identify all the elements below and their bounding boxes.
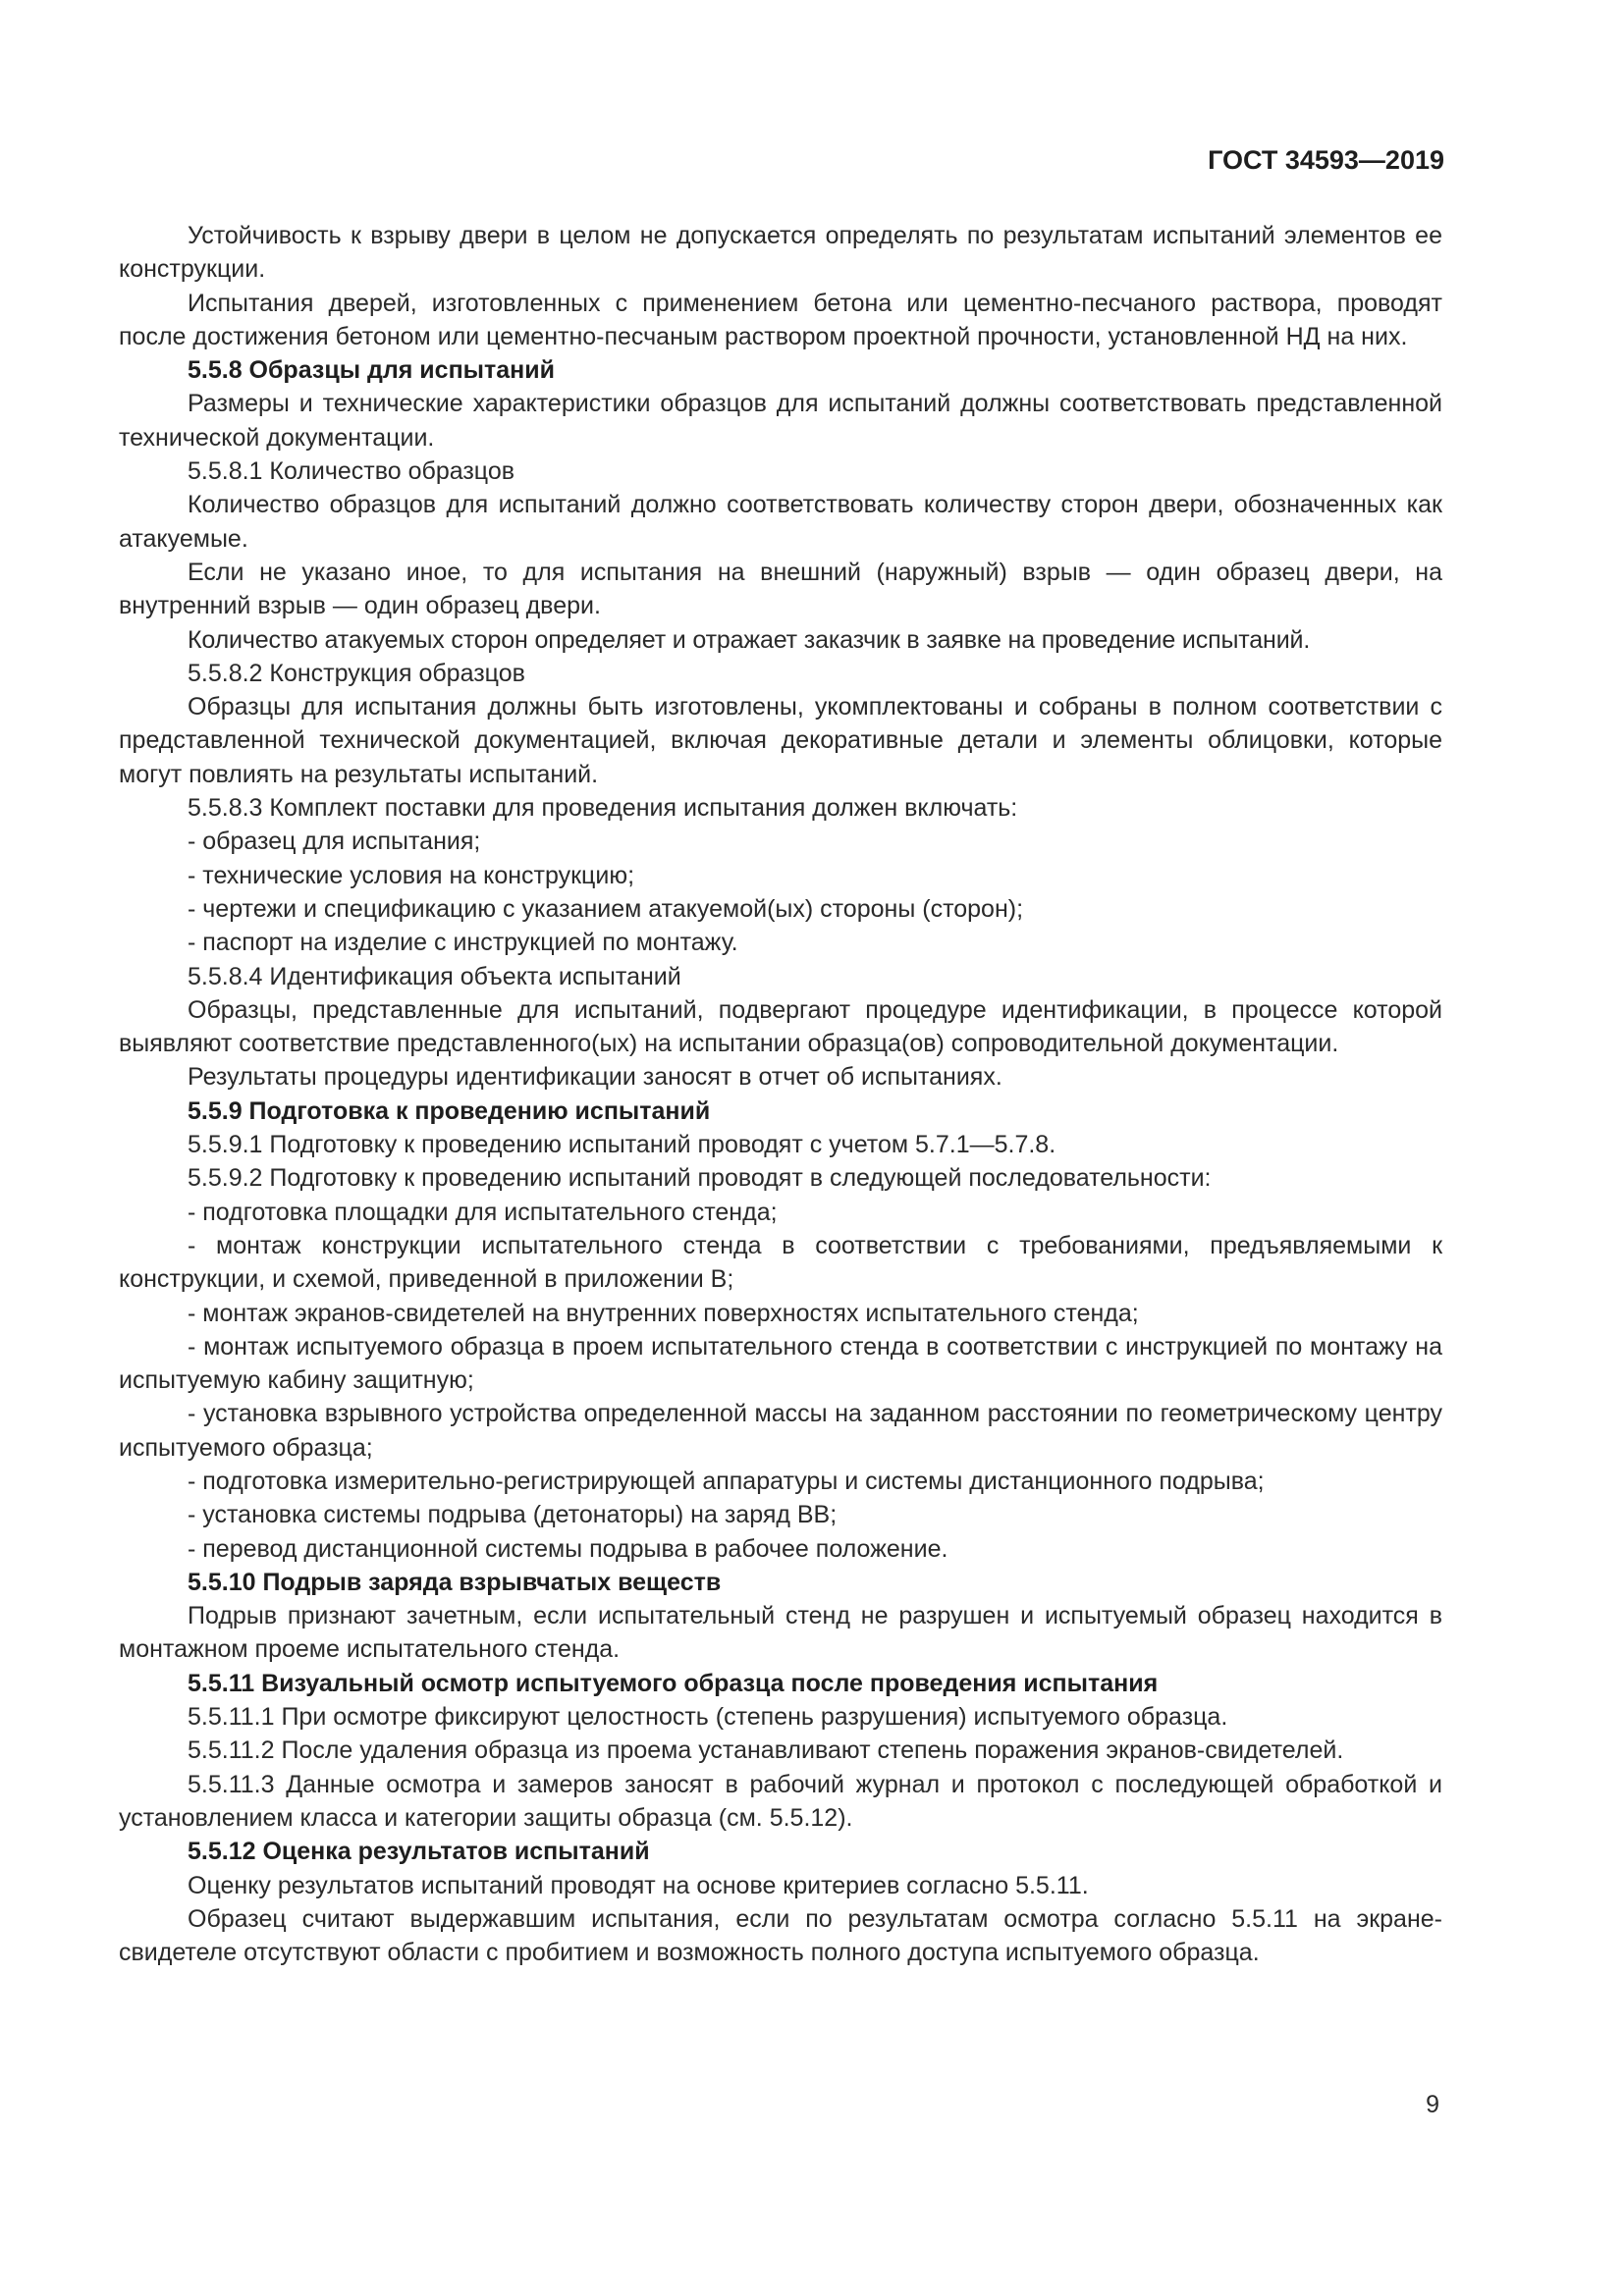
paragraph: 5.5.11.1 При осмотре фиксируют целостность (степень разрушения) испытуемого образца. bbox=[188, 1703, 1228, 1732]
paragraph: Если не указано иное, то для испытания на внешний (наружный) взрыв — один образец двери, на внутренний взрыв — один образец двери. bbox=[119, 558, 1442, 620]
paragraph: Образцы для испытания должны быть изготовлены, укомплектованы и собраны в полном соответствии с представленной технической документацией, включая декоративные детали и элементы облицовки, которые могут повлиять на результаты испытаний. bbox=[119, 693, 1442, 788]
list-item: - паспорт на изделие с инструкцией по монтажу. bbox=[188, 929, 738, 957]
paragraph: 5.5.8.3 Комплект поставки для проведения испытания должен включать: bbox=[188, 794, 1018, 823]
subsection-heading: 5.5.8.1 Количество образцов bbox=[188, 457, 515, 486]
list-item: - монтаж испытуемого образца в проем испытательного стенда в соответствии с инструкцией по монтажу на испытуемую кабину защитную; bbox=[119, 1332, 1442, 1395]
paragraph: Результаты процедуры идентификации заносят в отчет об испытаниях. bbox=[188, 1063, 1002, 1092]
section-heading: 5.5.8 Образцы для испытаний bbox=[188, 356, 555, 385]
list-item: - установка системы подрыва (детонаторы) на заряд ВВ; bbox=[188, 1501, 838, 1529]
page-number: 9 bbox=[1426, 2091, 1439, 2118]
paragraph: Устойчивость к взрыву двери в целом не допускается определять по результатам испытаний элементов ее конструкции. bbox=[119, 222, 1442, 284]
paragraph: Количество образцов для испытаний должно соответствовать количеству сторон двери, обозначенных как атакуемые. bbox=[119, 491, 1442, 553]
section-heading: 5.5.12 Оценка результатов испытаний bbox=[188, 1838, 650, 1866]
section-heading: 5.5.9 Подготовка к проведению испытаний bbox=[188, 1096, 711, 1125]
paragraph: 5.5.9.2 Подготовку к проведению испытаний проводят в следующей последовательности: bbox=[188, 1164, 1212, 1193]
subsection-heading: 5.5.8.4 Идентификация объекта испытаний bbox=[188, 962, 681, 990]
list-item: - подготовка измерительно-регистрирующей аппаратуры и системы дистанционного подрыва; bbox=[188, 1467, 1265, 1495]
paragraph: Образцы, представленные для испытаний, подвергают процедуре идентификации, в процессе которой выявляют соответствие представленного(ых) на испытании образца(ов) сопроводительной документации. bbox=[119, 995, 1442, 1058]
paragraph: Испытания дверей, изготовленных с применением бетона или цементно-песчаного раствора, проводят после достижения бетоном или цементно-песчаным раствором проектной прочности, установленной НД на них. bbox=[119, 289, 1442, 350]
list-item: - перевод дистанционной системы подрыва в рабочее положение. bbox=[188, 1534, 948, 1563]
paragraph: 5.5.9.1 Подготовку к проведению испытаний проводят с учетом 5.7.1—5.7.8. bbox=[188, 1131, 1056, 1159]
paragraph: Образец считают выдержавшим испытания, если по результатам осмотра согласно 5.5.11 на экране-свидетеле отсутствуют области с пробитием и возможность полного доступа испытуемого образца. bbox=[119, 1904, 1442, 1967]
list-item: - монтаж конструкции испытательного стенда в соответствии с требованиями, предъявляемыми к конструкции, и схемой, приведенной в приложении В; bbox=[119, 1231, 1442, 1294]
list-item: - образец для испытания; bbox=[188, 828, 481, 856]
subsection-heading: 5.5.8.2 Конструкция образцов bbox=[188, 659, 525, 687]
document-body bbox=[119, 219, 1442, 1969]
section-heading: 5.5.11 Визуальный осмотр испытуемого образца после проведения испытания bbox=[188, 1669, 1159, 1697]
list-item: - подготовка площадки для испытательного стенда; bbox=[188, 1198, 778, 1226]
paragraph: 5.5.11.3 Данные осмотра и замеров заносят в рабочий журнал и протокол с последующей обработкой и установлением класса и категории защиты образца (см. 5.5.12). bbox=[119, 1770, 1442, 1832]
paragraph: 5.5.11.2 После удаления образца из проема устанавливают степень поражения экранов-свидетелей. bbox=[188, 1736, 1344, 1765]
paragraph: Подрыв признают зачетным, если испытательный стенд не разрушен и испытуемый образец находится в монтажном проеме испытательного стенда. bbox=[119, 1602, 1442, 1664]
paragraph: Количество атакуемых сторон определяет и отражает заказчик в заявке на проведение испытаний. bbox=[188, 625, 1311, 654]
list-item: - чертежи и спецификацию с указанием атакуемой(ых) стороны (сторон); bbox=[188, 894, 1024, 923]
list-item: - монтаж экранов-свидетелей на внутренних поверхностях испытательного стенда; bbox=[188, 1299, 1139, 1327]
paragraph: Оценку результатов испытаний проводят на основе критериев согласно 5.5.11. bbox=[188, 1871, 1089, 1899]
list-item: - технические условия на конструкцию; bbox=[188, 861, 635, 889]
paragraph: Размеры и технические характеристики образцов для испытаний должны соответствовать представленной технической документации. bbox=[119, 390, 1442, 452]
standard-designation: ГОСТ 34593—2019 bbox=[1208, 145, 1444, 175]
section-heading: 5.5.10 Подрыв заряда взрывчатых веществ bbox=[188, 1568, 722, 1596]
list-item: - установка взрывного устройства определенной массы на заданном расстоянии по геометрическому центру испытуемого образца; bbox=[119, 1400, 1442, 1462]
